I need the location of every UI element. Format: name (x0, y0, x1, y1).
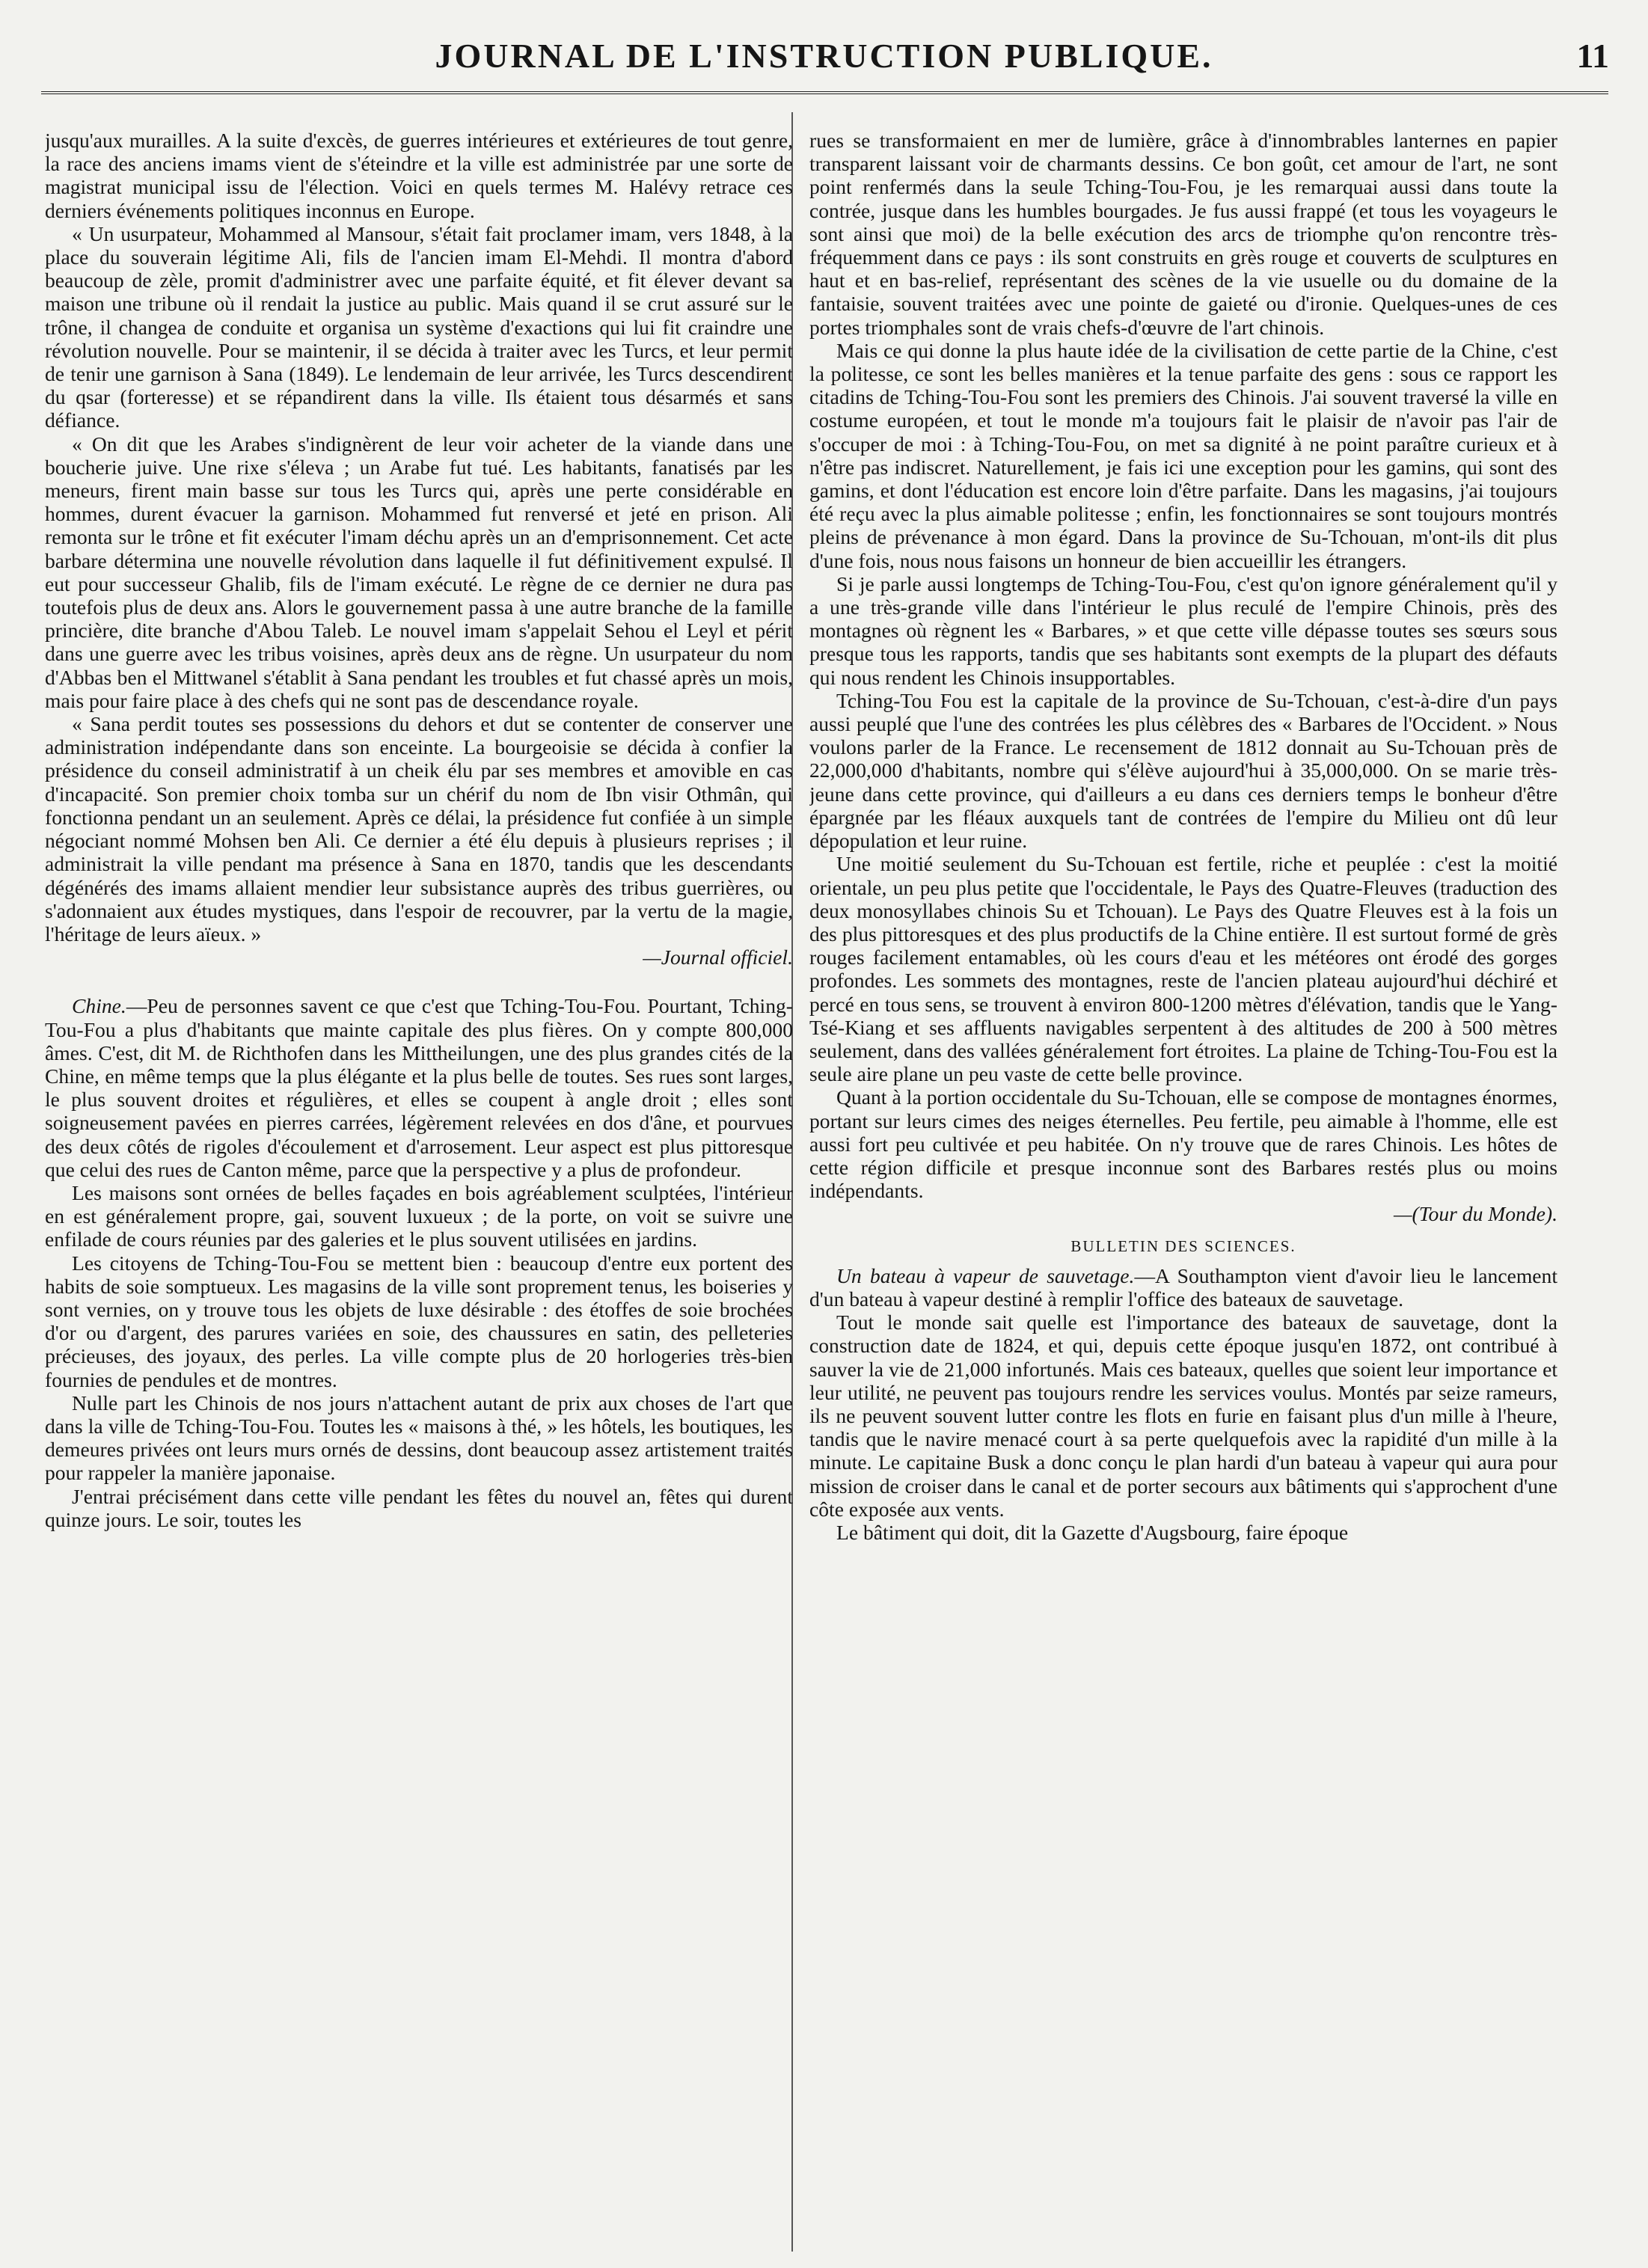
page-header (30, 30, 1618, 82)
left-column (45, 129, 793, 2253)
chine-continued-paragraph-1: rues se transformaient en mer de lumière, grâce à d'innombrables lanternes en papier transparent laissant voir de charmants dessins. Ce bon goût, cet amour de l'art, ne sont point renfermés dans la seule Tching-Tou-Fou, je les remarquai aussi dans toute la contrée, jusque dans les humbles bourgades. Je fus aussi frappé (et tous les voyageurs le sont ainsi que moi) de la belle exécution des arcs de triomphe qu'on rencontre très-fréquemment dans ce pays : ils sont construits en grès rouge et couverts de sculptures en haut et en bas-relief, représentant des scènes de la vie usuelle ou du domaine de la fantaisie, souvent traitées avec une pointe de gaieté ou d'ironie. Quelques-unes de ces portes triomphales sont de vrais chefs-d'œuvre de l'art chinois. (809, 129, 1557, 339)
chine-runin-title: Chine. (72, 994, 126, 1018)
yemen-source: —Journal officiel. (643, 945, 793, 969)
yemen-paragraph-1: jusqu'aux murailles. A la suite d'excès, de guerres intérieures et extérieures de tout genre, la race des anciens imams vient de s'éteindre et la ville est administrée par une sorte de magistrat municipal issu de l'élection. Voici en quels termes M. Halévy retrace ces derniers événements politiques inconnus en Europe. (45, 129, 793, 222)
chine-paragraph-2: Les maisons sont ornées de belles façades en bois agréablement sculptées, l'intérieur en est généralement propre, gai, souvent luxueux ; de la porte, on voit se suivre une enfilade de cours réunies par des galeries et le plus souvent utilisées en jardins. (45, 1180, 793, 1251)
bulletin-heading: BULLETIN DES SCIENCES. (1070, 1236, 1296, 1255)
right-column (809, 129, 1557, 2253)
bulletin-paragraph-2: Tout le monde sait quelle est l'importance des bateaux de sauvetage, dont la construction date de 1824, et qui, depuis cette époque jusqu'en 1872, ont contribué à sauver la vie de 21,000 infortunés. Mais ces bateaux, quelles que soient leur importance et leur utilité, ne peuvent pas toujours rendre les services voulus. Montés par seize rameurs, ils ne peuvent souvent lutter contre les flots en furie en faisant plus d'un mille à l'heure, tandis que le navire menacé court à sa perte quelquefois avec la rapidité d'un mille à la minute. Le capitaine Busk a donc conçu le plan hardi d'un bateau à vapeur qui aura pour mission de croiser dans le canal et de porter secours aux bâtiments qui s'approchent d'une côte exposée aux vents. (809, 1311, 1557, 1521)
chine-continued-paragraph-3: Si je parle aussi longtemps de Tching-Tou-Fou, c'est qu'on ignore généralement qu'il y a une très-grande ville dans l'intérieur le plus reculé de l'empire Chinois, près des montagnes où règnent les « Barbares, » et que cette ville dépasse toutes ses sœurs sous presque tous les rapports, tandis que ses habitants sont exempts de la plupart des défauts qui nous rendent les Chinois insupportables. (809, 571, 1557, 689)
bulletin-paragraph-1-text: —A Southampton vient d'avoir lieu le lancement d'un bateau à vapeur destiné à remplir l'office des bateaux de sauvetage. (809, 1263, 1557, 1311)
yemen-paragraph-3: « On dit que les Arabes s'indignèrent de leur voir acheter de la viande dans une boucherie juive. Une rixe s'éleva ; un Arabe fut tué. Les habitants, fanatisés par les meneurs, firent main basse sur tous les Turcs qui, après une perte considérable en hommes, durent évacuer la garnison. Mohammed fut renversé et jeté en prison. Ali remonta sur le trône et fit exécuter l'imam déchu après un an d'emprisonnement. Cet acte barbare détermina une nouvelle révolution dans laquelle il fut définitivement expulsé. Il eut pour successeur Ghalib, fils de l'imam exécuté. Le règne de ce dernier ne dura pas toutefois plus de deux ans. Alors le gouvernement passa à une autre branche de la famille princière, dite branche d'Abou Taleb. Le nouvel imam s'appelait Sehou el Leyl et périt dans une guerre avec les tribus voisines, après deux ans de règne. Un usurpateur du nom d'Abbas ben el Mittwanel s'établit à Sana pendant les troubles et fut chassé après un mois, mais pour faire place à des chefs qui ne sont pas de descendance royale. (45, 432, 793, 712)
header-rule (41, 91, 1608, 94)
chine-paragraph-3: Les citoyens de Tching-Tou-Fou se mettent bien : beaucoup d'entre eux portent des habits de soie somptueux. Les magasins de la ville sont proprement tenus, les boiseries y sont vernies, on y trouve tous les objets de luxe désirable : des étoffes de soie brochées d'or ou d'argent, des parures variées en soie, des chaussures en satin, des pelleteries précieuses, des joyaux, des perles. La ville compte plus de 20 horlogeries très-bien fournies de pendules et de montres. (45, 1251, 793, 1391)
chine-paragraph-5: J'entrai précisément dans cette ville pendant les fêtes du nouvel an, fêtes qui durent quinze jours. Le soir, toutes les (45, 1484, 793, 1531)
bulletin-paragraph-3: Le bâtiment qui doit, dit la Gazette d'Augsbourg, faire époque (836, 1520, 1349, 1544)
tour-du-monde-source: —(Tour du Monde). (1394, 1202, 1557, 1226)
article-gap (45, 969, 793, 994)
chine-continued-paragraph-6: Quant à la portion occidentale du Su-Tchouan, elle se compose de montagnes énormes, portant sur leurs cimes des neiges éternelles. Peu fertile, peu aimable à l'homme, elle est aussi fort peu cultivée et peu habitée. On n'y trouve que de rares Chinois. Les hôtes de cette région difficile et presque inconnue sont des Barbares restés plus ou moins indépendants. (809, 1085, 1557, 1203)
yemen-paragraph-4: « Sana perdit toutes ses possessions du dehors et dut se contenter de conserver une administration indépendante dans son enceinte. La bourgeoisie se décida à confier la présidence du conseil administratif à un cheik élu par ses membres et amovible en cas d'incapacité. Son premier choix tomba sur un chérif du nom de Ibn visir Othmân, qui fonctionna pendant un an seulement. Après ce délai, la présidence fut confiée à un simple négociant nommé Mohsen ben Ali. Ce dernier a été élu depuis à plusieurs reprises ; il administrait la ville pendant ma présence à Sana en 1870, tandis que les descendants dégénérés des imams allaient mendier leur subsistance auprès des tribus guerrières, ou s'adonnaient aux études mystiques, dans l'espoir de recouvrer, par la vertu de la magie, l'héritage de leurs aïeux. » (45, 712, 793, 945)
chine-continued-paragraph-5: Une moitié seulement du Su-Tchouan est fertile, riche et peuplée : c'est la moitié orientale, un peu plus petite que l'occidentale, le Pays des Quatre-Fleuves (traduction des deux monosyllabes chinois Su et Tchouan). Le Pays des Quatre Fleuves est à la fois un des plus pittoresques et des plus productifs de la Chine entière. Il est surtout formé de grès rouges facilement entamables, où les cours d'eau et les météores ont érodé des gorges profondes. Les sommets des montagnes, reste de l'ancien plateau aujourd'hui déchiré et percé en tous sens, se trouvent à environ 800-1200 mètres d'élévation, tandis que le Yang-Tsé-Kiang et ses affluents navigables serpentent à des altitudes de 200 à 500 mètres seulement, dans des vallées généralement fort étroites. La plaine de Tching-Tou-Fou est la seule aire plane un peu vaste de cette belle province. (809, 852, 1557, 1086)
chine-continued-paragraph-4: Tching-Tou Fou est la capitale de la province de Su-Tchouan, c'est-à-dire d'un pays aussi peuplé que l'une des contrées les plus célèbres des « Barbares de l'Occident. » Nous voulons parler de la France. Le recensement de 1812 donnait au Su-Tchouan près de 22,000,000 d'habitants, nombre qui s'élève aujourd'hui à 35,000,000. On se marie très-jeune dans cette province, qui d'ailleurs a eu dans ces derniers temps le bonheur d'être épargnée par les fléaux auxquels tant de contrées de l'empire du Milieu ont dû leur dépopulation et leur ruine. (809, 688, 1557, 853)
journal-title: JOURNAL DE L'INSTRUCTION PUBLIQUE. (435, 37, 1213, 75)
bulletin-runin-title: Un bateau à vapeur de sauvetage. (836, 1263, 1135, 1287)
chine-continued-paragraph-2: Mais ce qui donne la plus haute idée de la civilisation de cette partie de la Chine, c'est la politesse, ce sont les belles manières et la tenue parfaite des gens : sous ce rapport les citadins de Tching-Tou-Fou sont les premiers des Chinois. J'ai souvent traversé la ville en costume européen, et tout le monde m'a toujours fait le plaisir de n'avoir pas l'air de s'occuper de moi : à Tching-Tou-Fou, on met sa dignité à ne point paraître curieux et à n'être pas indiscret. Naturellement, je fais ici une exception pour les gamins, qui sont des gamins, et dont l'éducation est encore loin d'être parfaite. Dans les magasins, j'ai toujours été reçu avec la plus aimable politesse ; enfin, les fonctionnaires se sont toujours montrés pleins de prévenance à mon égard. Dans la province de Su-Tchouan, m'ont-ils dit plus d'une fois, nous nous faisons un honneur de bien accueillir les étrangers. (809, 338, 1557, 572)
bulletin-paragraph-1 (809, 1264, 1557, 1311)
yemen-paragraph-2: « Un usurpateur, Mohammed al Mansour, s'était fait proclamer imam, vers 1848, à la place du souverain légitime Ali, fils de l'ancien imam El-Mehdi. Il montra d'abord beaucoup de zèle, promit d'administrer avec une parfaite équité, et fit élever devant sa maison une tribune où il rendait la justice au public. Mais quand il se crut assuré sur le trône, il changea de conduite et organisa un système d'exactions qui lui fit craindre une révolution nouvelle. Pour se maintenir, il se décida à traiter avec les Turcs, et leur permit de tenir une garnison à Sana (1849). Le lendemain de leur arrivée, les Turcs descendirent du qsar (forteresse) et se répandirent dans la ville. Ils étaient tous désarmés et sans défiance. (45, 221, 793, 432)
chine-paragraph-4: Nulle part les Chinois de nos jours n'attachent autant de prix aux choses de l'art que dans la ville de Tching-Tou-Fou. Toutes les « maisons à thé, » les hôtels, les boutiques, les demeures privées ont leurs murs ornés de dessins, dont beaucoup assez artistement traités pour rappeler la manière japonaise. (45, 1391, 793, 1485)
chine-paragraph-1-text: —Peu de personnes savent ce que c'est que Tching-Tou-Fou. Pourtant, Tching-Tou-Fou a plus d'habitants que mainte capitale des plus fières. On y compte 800,000 âmes. C'est, dit M. de Richthofen dans les Mittheilungen, une des plus grandes cités de la Chine, en même temps que la plus élégante et la plus belle de toutes. Ses rues sont larges, le plus souvent droites et régulières, et elles se coupent à angle droit ; elles sont soigneusement pavées en pierres carrées, légèrement relevées en dos d'âne, et pourvues des deux côtés de rigoles d'écoulement et d'arrosement. Leur aspect est plus pittoresque que celui des rues de Canton même, parce que la perspective y a plus de profondeur. (45, 994, 793, 1181)
chine-paragraph-1 (45, 994, 793, 1181)
page-number: 11 (1576, 37, 1609, 75)
